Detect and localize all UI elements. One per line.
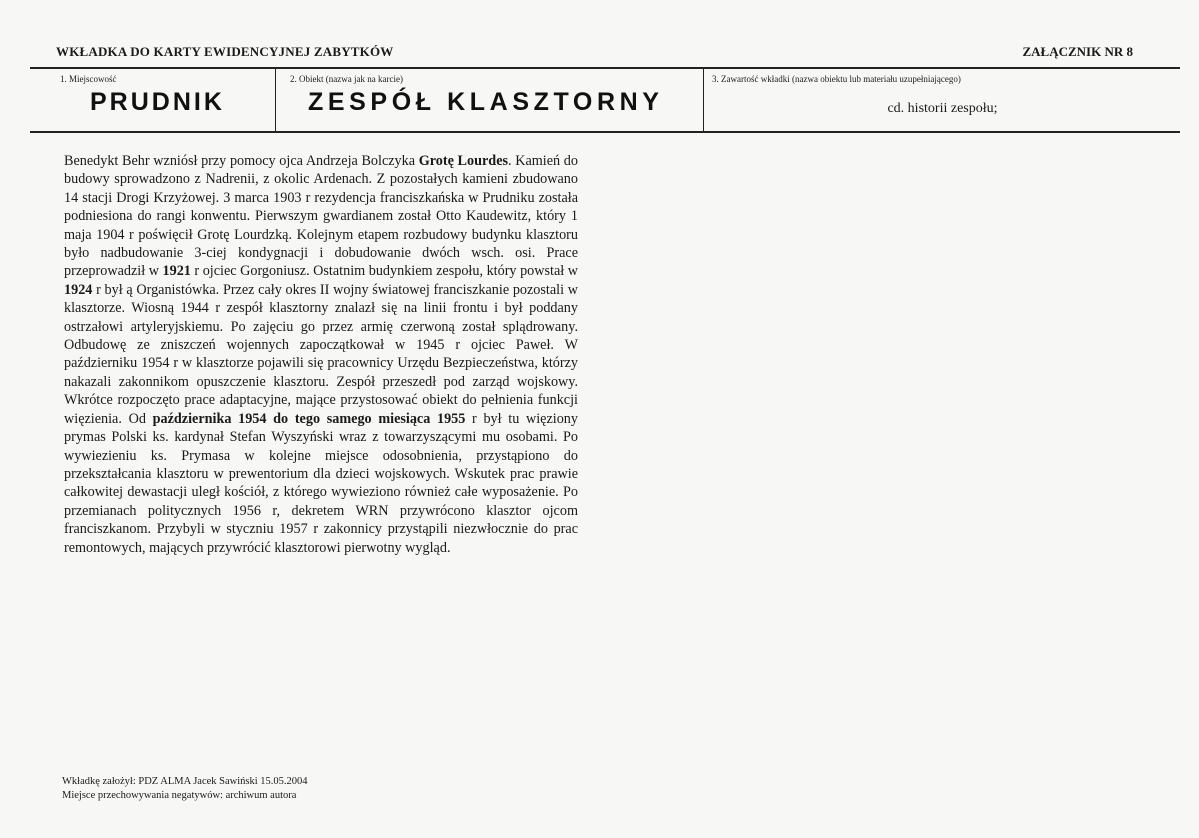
history-text (64, 152, 578, 557)
text-bold: Grotę Lourdes (418, 153, 509, 169)
insert-contents-label: 3. Zawartość wkładki (nazwa obiektu lub materiału uzupełniającego) (712, 74, 961, 84)
text-bold: 1924 (64, 281, 93, 298)
annex-number: ZAŁĄCZNIK NR 8 (1022, 44, 1133, 59)
author-line: Wkładkę założył: PDZ ALMA Jacek Sawiński 15.05.2004 (62, 776, 308, 787)
history-paragraph (64, 152, 578, 557)
insert-contents-value: cd. historii zespołu; (887, 101, 998, 116)
footer (62, 775, 308, 803)
object-label: 2. Obiekt (nazwa jak na karcie) (290, 74, 403, 84)
text-bold: października 1954 do tego samego miesiąca 1955 (152, 410, 466, 427)
object-value: ZESPÓŁ KLASZTORNY (308, 88, 664, 116)
text-run: Benedykt Behr wzniósł przy pomocy ojca Andrzeja Bolczyka (64, 153, 419, 169)
document-title: WKŁADKA DO KARTY EWIDENCYJNEJ ZABYTKÓW (56, 44, 394, 59)
column-divider (275, 69, 276, 131)
text-bold: 1921 (162, 263, 191, 280)
locality-value: PRUDNIK (90, 88, 225, 116)
locality-label: 1. Miejscowość (60, 74, 117, 84)
text-run: r był tu więziony prymas Polski ks. kardynał Stefan Wyszyński wraz z towarzyszącymi mu osobami. Po wywiezieniu ks. Prymasa w kolejne miejsce odosobnienia, przystąpiono do przekształcania klasztoru w prewentorium dla dzieci wojskowych. Wskutek prac prawie całkowitej dewastacji uległ kościół, z którego wywieziono również całe wyposażenie. Po przemianach politycznych 1956 r, dekretem WRN przywrócono klasztor ojcom franciszkanom. Przybyli w styczniu 1957 r zakonnicy przystąpili niezwłocznie do prac remontowych, mających przywrócić klasztorowi pierwotny wygląd. (64, 410, 578, 556)
text-run: r był ą Organistówka. Przez cały okres II wojny światowej franciszkanie pozostali w klasztorze. Wiosną 1944 r zespół klasztorny znalazł się na linii frontu i był poddany ostrzałowi artyleryjskiemu. Po zajęciu go przez armię czerwoną został splądrowany. Odbudowę ze zniszczeń wojennych zapoczątkował w 1945 r ojciec Paweł. W październiku 1954 r w klasztorze pojawili się pracownicy Urzędu Bezpieczeństwa, którzy nakazali zakonnikom opuszczenie klasztoru. Zespół przeszedł pod zarząd wojskowy. Wkrótce rozpoczęto prace adaptacyjne, mające przystosować obiekt do pełnienia funkcji więzienia. Od (64, 281, 578, 427)
negatives-location-line: Miejsce przechowywania negatywów: archiwum autora (62, 790, 297, 801)
column-divider (703, 69, 704, 131)
text-run: r ojciec Gorgoniusz. Ostatnim budynkiem zespołu, który powstał w (190, 263, 578, 280)
table-top-border (30, 67, 1180, 69)
table-bottom-border (30, 131, 1180, 133)
text-run: . Kamień do budowy sprowadzono z Nadrenii, z okolic Ardenach. Z pozostałych kamieni zbudowano 14 stacji Drogi Krzyżowej. 3 marca 1903 r rezydencja franciszkańska w Prudniku została podniesiona do rangi konwentu. Pierwszym gwardianem został Otto Kaudewitz, który 1 maja 1904 r poświęcił Grotę Lourdzką. Kolejnym etapem rozbudowy budynku klasztoru było nadbudowanie 3-ciej kondygnacji i dobudowanie dwóch wsch. osi. Prace przeprowadził w (64, 153, 578, 280)
